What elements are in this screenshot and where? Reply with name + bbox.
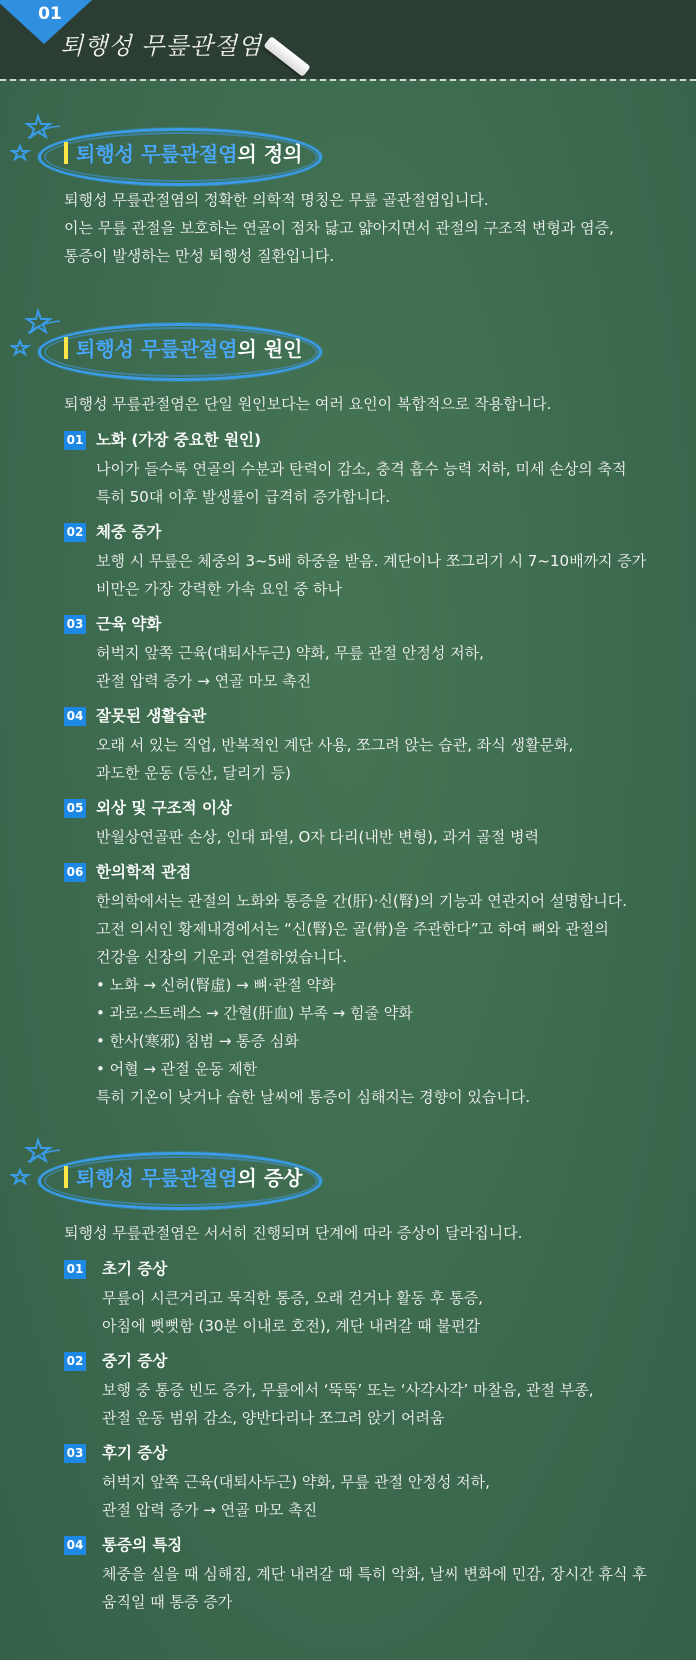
item-number: 04 [64,707,86,726]
item-line: 관절 운동 범위 감소, 양반다리나 쪼그려 앉기 어려움 [102,1409,445,1427]
item-title: 체중 증가 [96,523,162,541]
item-line: 관절 압력 증가 → 연골 마모 촉진 [96,672,312,690]
item-line: 반월상연골판 손상, 인대 파열, O자 다리(내반 변형), 과거 골절 병력 [96,828,539,846]
paragraph-line: 이는 무릎 관절을 보호하는 연골이 점차 닳고 얇아지면서 관절의 구조적 변형과 염증, [64,219,614,237]
item-line: 보행 시 무릎은 체중의 3~5배 하중을 받음. 계단이나 쪼그리기 시 7~10배까지 증가 [96,552,647,570]
item-line: 허벅지 앞쪽 근육(대퇴사두근) 약화, 무릎 관절 안정성 저하, [96,644,484,662]
title-bar [64,1166,68,1188]
item-line: 특히 50대 이후 발생률이 급격히 증가합니다. [96,488,391,506]
item-title: 노화 (가장 중요한 원인) [96,431,262,449]
item-text [96,639,484,695]
item-line: • 노화 → 신허(腎虛) → 뼈·관절 약화 [96,976,336,994]
item-line: 무릎이 시큰거리고 묵직한 통증, 오래 걷거나 활동 후 통증, [102,1289,483,1307]
item-title: 잘못된 생활습관 [96,707,207,725]
item-line: 비만은 가장 강력한 가속 요인 중 하나 [96,580,342,598]
item-line: 아침에 뻣뻣함 (30분 이내로 호전), 계단 내려갈 때 불편감 [102,1317,480,1335]
chalk-icon [263,36,310,77]
item-number: 04 [64,1536,86,1555]
item-line: • 과로·스트레스 → 간혈(肝血) 부족 → 힘줄 약화 [96,1004,413,1022]
title-highlight: 퇴행성 무릎관절염 [76,337,238,361]
causes-intro: 퇴행성 무릎관절염은 단일 원인보다는 여러 요인이 복합적으로 작용합니다. [64,395,552,413]
badge-number: 01 [38,4,62,24]
item-number: 01 [64,431,86,450]
item-line: 오래 서 있는 직업, 반복적인 계단 사용, 쪼그려 앉는 습관, 좌식 생활문화, [96,736,574,754]
item-line: 체중을 실을 때 심해짐, 계단 내려갈 때 특히 악화, 날씨 변화에 민감, 장시간 휴식 후 [102,1565,647,1583]
item-title: 한의학적 관점 [96,863,192,881]
paragraph-line: 통증이 발생하는 만성 퇴행성 질환입니다. [64,247,335,265]
item-line: • 한사(寒邪) 침범 → 통증 심화 [96,1032,299,1050]
item-text [96,887,627,1111]
item-text [102,1284,483,1340]
title-highlight: 퇴행성 무릎관절염 [76,142,238,166]
item-text [96,547,646,603]
item-line: 건강을 신장의 기운과 연결하였습니다. [96,948,347,966]
item-number: 01 [64,1260,86,1279]
item-number: 05 [64,799,86,818]
title-rest: 의 증상 [237,1166,303,1190]
header-dashed-divider [0,79,696,81]
item-line: 허벅지 앞쪽 근육(대퇴사두근) 약화, 무릎 관절 안정성 저하, [102,1473,490,1491]
section-title [64,139,302,169]
item-title: 중기 증상 [102,1352,168,1370]
definition-text [64,186,614,270]
section-title [64,334,302,364]
title-bar [64,337,68,359]
item-text [96,455,626,511]
item-line: 한의학에서는 관절의 노화와 통증을 간(肝)·신(腎)의 기능과 연관지어 설명합니다. [96,892,628,910]
paragraph-line: 퇴행성 무릎관절염의 정확한 의학적 명칭은 무릎 골관절염입니다. [64,191,489,209]
item-number: 02 [64,523,86,542]
item-line: 관절 압력 증가 → 연골 마모 촉진 [102,1501,318,1519]
item-title: 외상 및 구조적 이상 [96,799,232,817]
item-line: 나이가 들수록 연골의 수분과 탄력이 감소, 충격 흡수 능력 저하, 미세 손상의 축적 [96,460,627,478]
title-bar [64,142,68,164]
item-number: 03 [64,615,86,634]
item-number: 02 [64,1352,86,1371]
item-text [102,1376,594,1432]
title-rest: 의 정의 [237,142,303,166]
item-title: 통증의 특징 [102,1536,183,1554]
header-title: 퇴행성 무릎관절염 [60,32,263,60]
item-line: 보행 중 통증 빈도 증가, 무릎에서 ‘뚝뚝’ 또는 ‘사각사각’ 마찰음, 관절 부종, [102,1381,594,1399]
section-title [64,1163,302,1193]
item-text [96,823,539,851]
item-line: • 어혈 → 관절 운동 제한 [96,1060,258,1078]
item-line: 고전 의서인 황제내경에서는 “신(腎)은 골(骨)을 주관한다”고 하여 뼈와 관절의 [96,920,609,938]
item-text [102,1560,647,1616]
title-rest: 의 원인 [237,337,303,361]
item-title: 근육 약화 [96,615,162,633]
item-line: 움직일 때 통증 증가 [102,1593,233,1611]
symptoms-intro: 퇴행성 무릎관절염은 서서히 진행되며 단계에 따라 증상이 달라집니다. [64,1224,523,1242]
item-text [96,731,573,787]
item-number: 06 [64,863,86,882]
item-line: 특히 기온이 낮거나 습한 날씨에 통증이 심해지는 경향이 있습니다. [96,1088,531,1106]
item-title: 초기 증상 [102,1260,168,1278]
item-text [102,1468,490,1524]
title-highlight: 퇴행성 무릎관절염 [76,1166,238,1190]
item-number: 03 [64,1444,86,1463]
item-title: 후기 증상 [102,1444,168,1462]
item-line: 과도한 운동 (등산, 달리기 등) [96,764,291,782]
header-bar [0,0,696,79]
